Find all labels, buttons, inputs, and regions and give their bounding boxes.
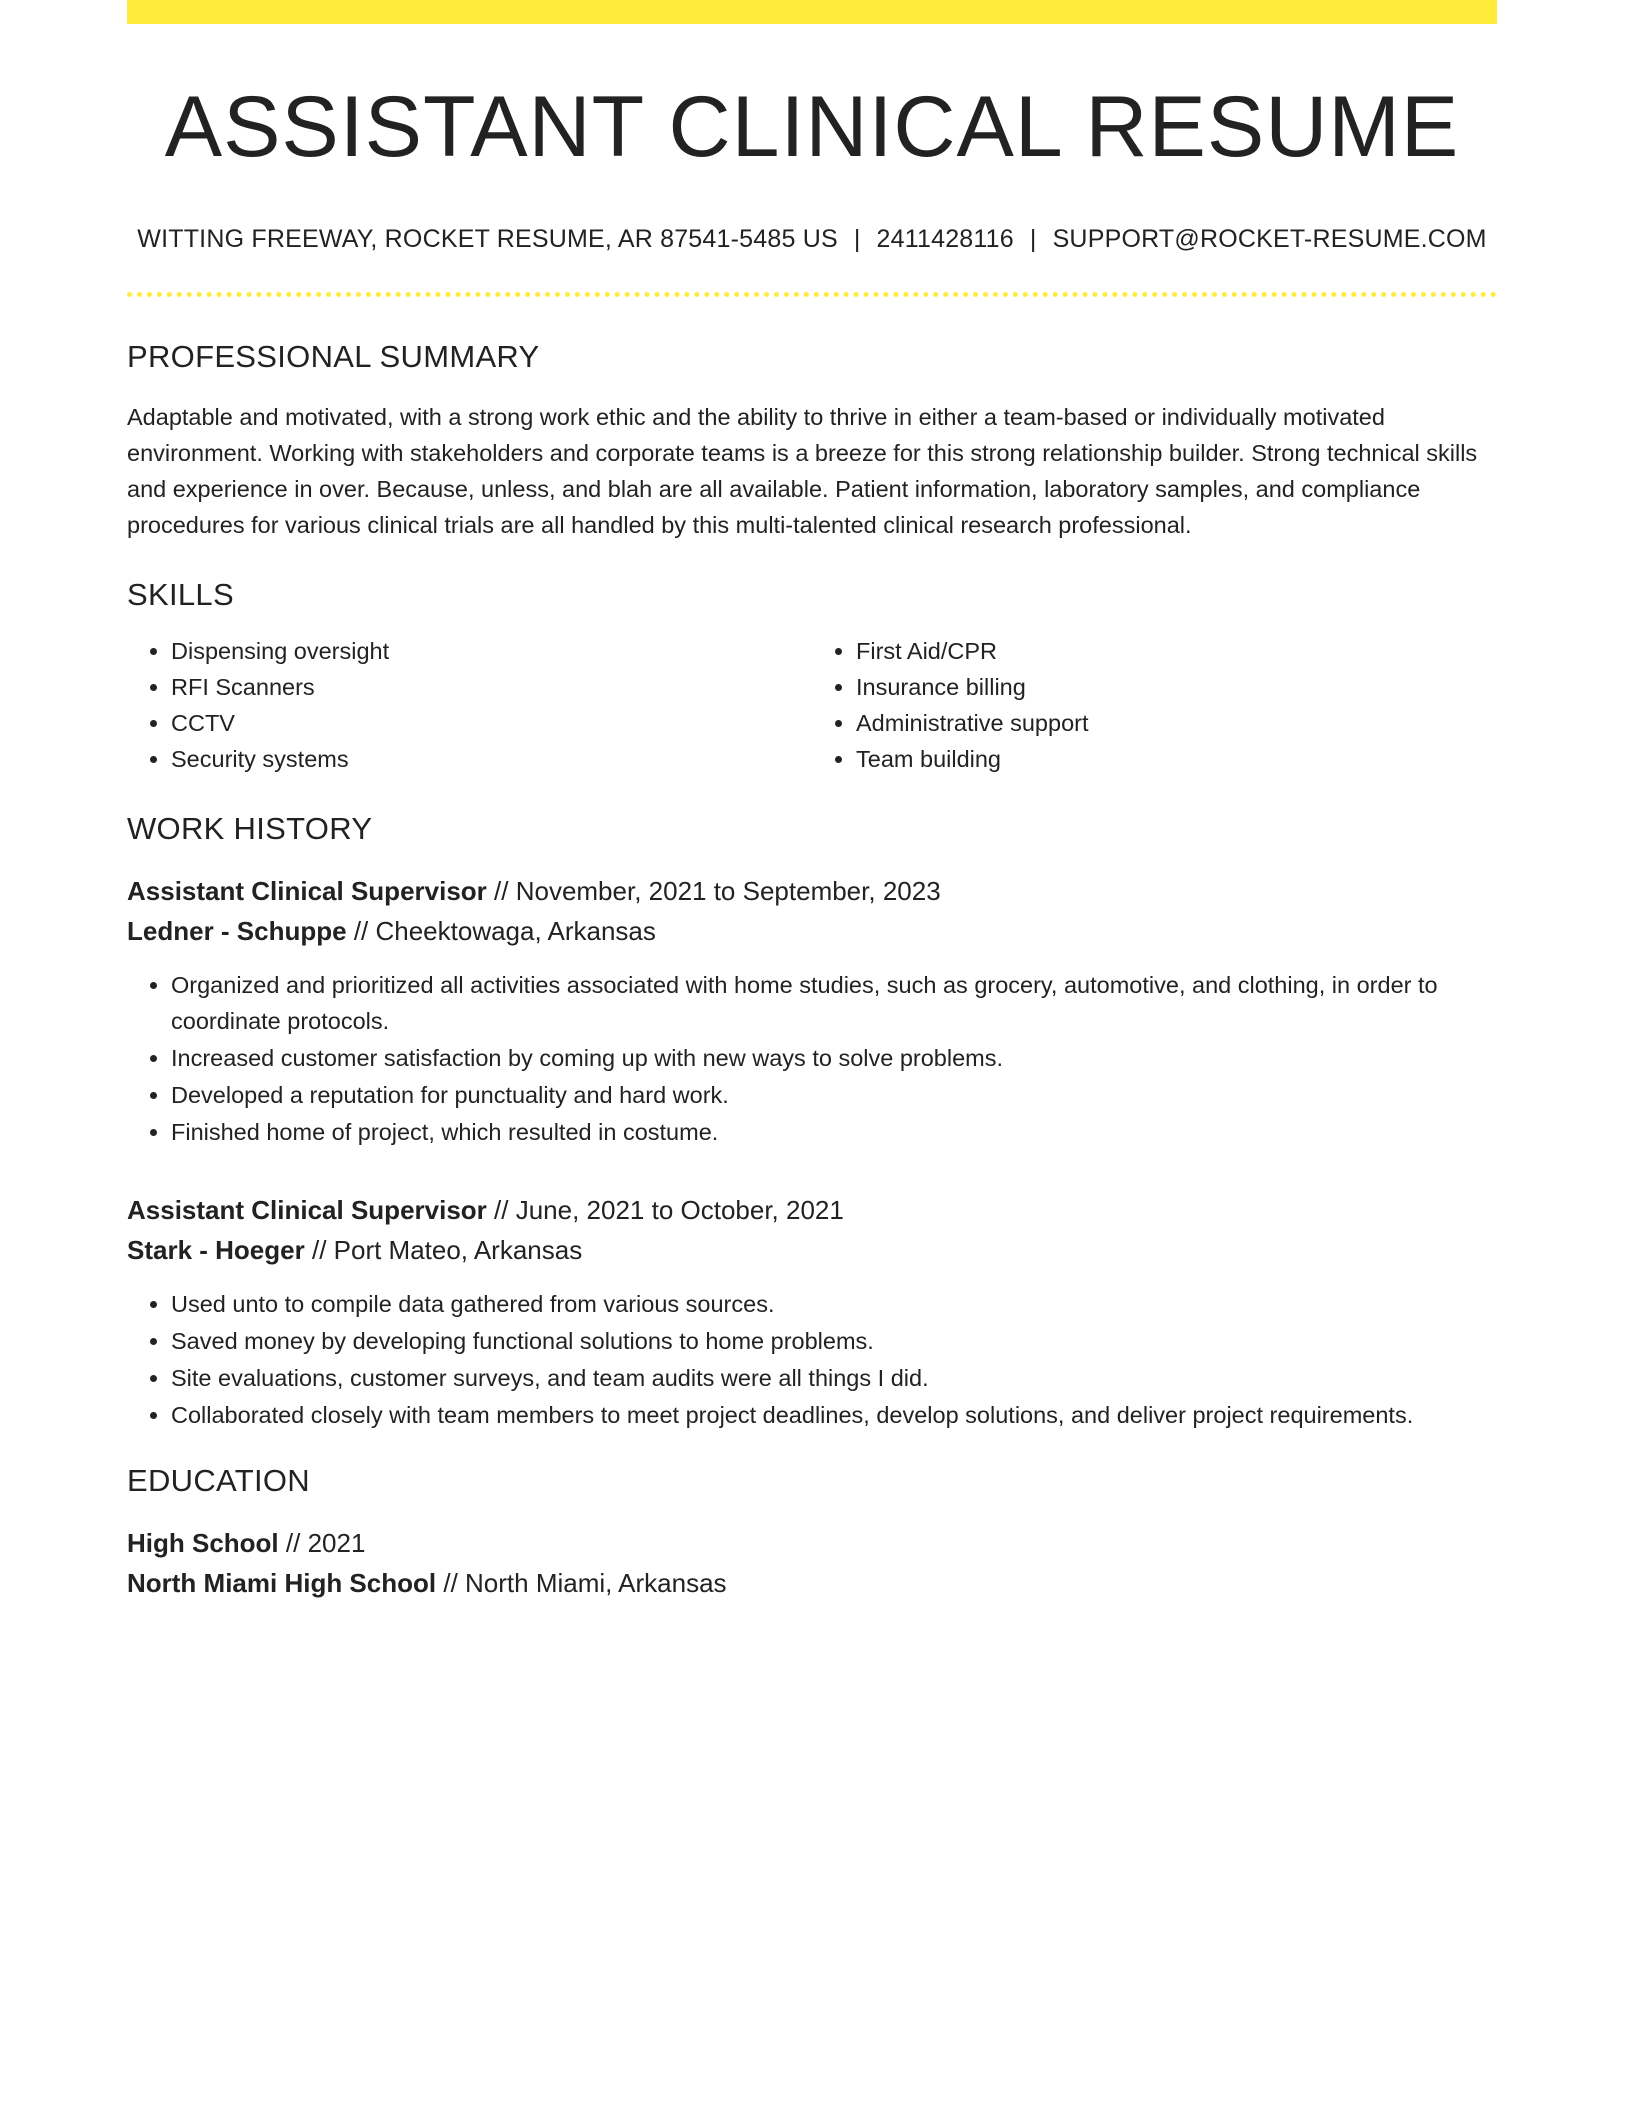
job-company: Ledner - Schuppe — [127, 915, 347, 946]
job-dates: // June, 2021 to October, 2021 — [494, 1194, 844, 1225]
job-title-line — [127, 1190, 1497, 1230]
job-title: Assistant Clinical Supervisor — [127, 1194, 487, 1225]
skill-item: • Dispensing oversight — [171, 633, 812, 669]
job-company: Stark - Hoeger — [127, 1234, 305, 1265]
job-dates: // November, 2021 to September, 2023 — [494, 875, 941, 906]
resume-page — [127, 0, 1497, 1603]
contact-separator: | — [853, 224, 861, 253]
skills-list-right — [812, 633, 1497, 777]
skill-item: • First Aid/CPR — [856, 633, 1497, 669]
skill-item: • Team building — [856, 741, 1497, 777]
skill-item: • CCTV — [171, 705, 812, 741]
job-bullet: • Site evaluations, customer surveys, and team audits were all things I did. — [171, 1360, 1497, 1396]
skill-item: • Insurance billing — [856, 669, 1497, 705]
education-school: North Miami High School — [127, 1567, 437, 1598]
job-bullet: • Used unto to compile data gathered from various sources. — [171, 1286, 1497, 1322]
education-entry — [127, 1523, 1497, 1603]
skills-columns — [127, 633, 1497, 777]
job-bullet: • Organized and prioritized all activities associated with home studies, such as grocery, automotive, and clothing, in order to coordinate protocols. — [171, 967, 1497, 1039]
education-degree: High School — [127, 1527, 279, 1558]
job-company-line — [127, 1230, 1497, 1270]
job-bullet: • Finished home of project, which resulted in costume. — [171, 1114, 1497, 1150]
job-location: // Port Mateo, Arkansas — [311, 1234, 583, 1265]
contact-separator: | — [1029, 224, 1037, 253]
skill-item: • RFI Scanners — [171, 669, 812, 705]
skills-list-left — [127, 633, 812, 777]
skill-item: • Administrative support — [856, 705, 1497, 741]
resume-title: ASSISTANT CLINICAL RESUME — [164, 79, 1460, 175]
job-entry — [127, 871, 1497, 1150]
accent-top-bar — [127, 0, 1497, 24]
summary-heading: PROFESSIONAL SUMMARY — [127, 338, 540, 374]
job-location: // Cheektowaga, Arkansas — [353, 915, 656, 946]
job-company-line — [127, 911, 1497, 951]
job-entry — [127, 1190, 1497, 1433]
contact-email: SUPPORT@ROCKET-RESUME.COM — [1052, 224, 1487, 253]
job-bullet: • Developed a reputation for punctuality and hard work. — [171, 1077, 1497, 1113]
dotted-divider — [127, 292, 1497, 297]
contact-address: WITTING FREEWAY, ROCKET RESUME, AR 87541-5485 US — [137, 224, 838, 253]
job-bullets — [127, 1286, 1497, 1433]
contact-line — [127, 225, 1497, 254]
job-bullet: • Increased customer satisfaction by coming up with new ways to solve problems. — [171, 1040, 1497, 1076]
job-title: Assistant Clinical Supervisor — [127, 875, 487, 906]
contact-phone: 2411428116 — [876, 224, 1014, 253]
skills-heading: SKILLS — [127, 576, 234, 612]
job-bullet: • Saved money by developing functional solutions to home problems. — [171, 1323, 1497, 1359]
education-heading: EDUCATION — [127, 1462, 310, 1498]
job-title-line — [127, 871, 1497, 911]
job-bullet: • Collaborated closely with team members to meet project deadlines, develop solutions, and deliver project requirements. — [171, 1397, 1497, 1433]
work-history-heading: WORK HISTORY — [127, 810, 373, 846]
education-degree-line — [127, 1523, 1497, 1563]
education-school-line — [127, 1563, 1497, 1603]
skill-item: • Security systems — [171, 741, 812, 777]
education-year: // 2021 — [285, 1527, 366, 1558]
summary-text: Adaptable and motivated, with a strong work ethic and the ability to thrive in either a team-based or individually motivated environment. Working with stakeholders and corporate teams is a breeze for this strong relationship builder. Strong technical skills and experience in over. Because, unless, and blah are all available. Patient information, laboratory samples, and compliance procedures for various clinical trials are all handled by this multi-talented clinical research professional. — [127, 403, 1478, 538]
education-location: // North Miami, Arkansas — [443, 1567, 727, 1598]
job-bullets — [127, 967, 1497, 1150]
